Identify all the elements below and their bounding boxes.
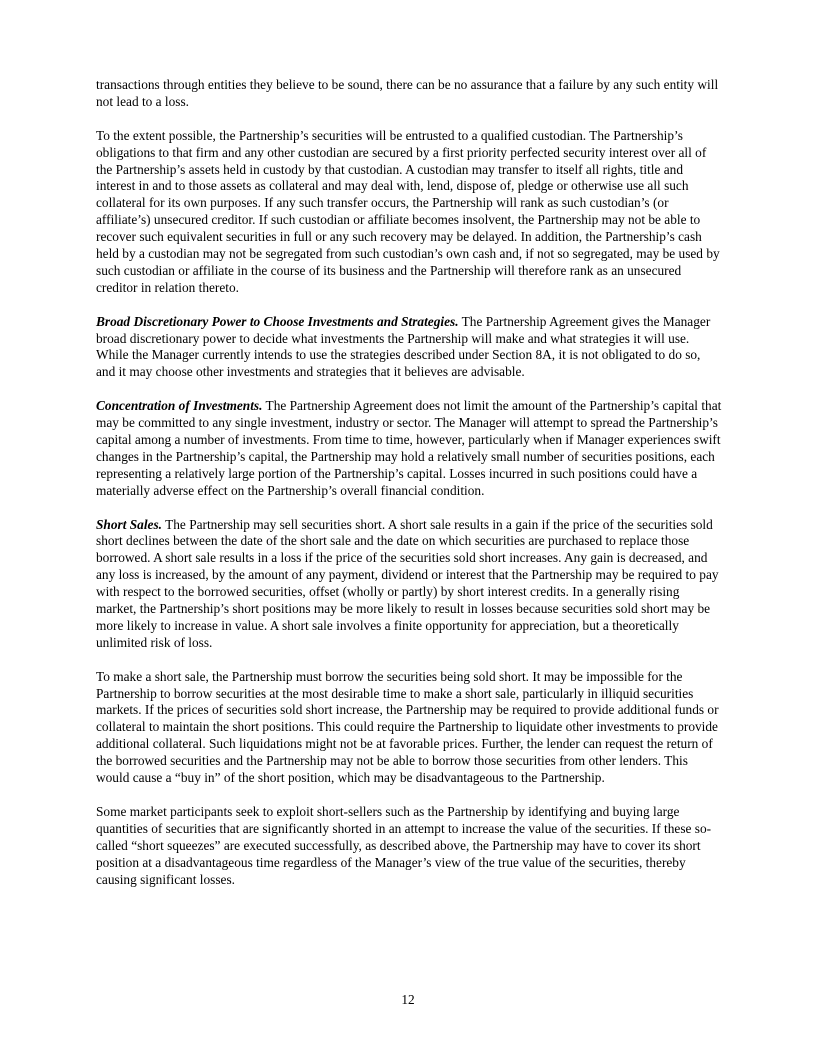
paragraph-text: The Partnership may sell securities short. A short sale results in a gain if the price of the securities sold short declines between the date of the short sale and the date on which securities are purchased to replace those borrowed. A short sale results in a loss if the price of the securities sold short increases. Any gain is decreased, and any loss is increased, by the amount of any payment, dividend or interest that the Partnership may be required to pay with respect to the borrowed securities, offset (wholly or partly) by short interest credits. In a generally rising market, the Partnership’s short positions may be more likely to result in losses because securities sold short may be more likely to increase in value. A short sale involves a finite opportunity for appreciation, but a theoretically unlimited risk of loss. — [96, 516, 719, 650]
section-heading: Concentration of Investments. — [96, 398, 263, 414]
page-number: 12 — [401, 992, 415, 1007]
paragraph-text: The Partnership Agreement does not limit the amount of the Partnership’s capital that may be committed to any single investment, industry or sector. The Manager will attempt to spread the Partnership’s capital among a number of investments. From time to time, however, particularly when if Manager experiences swift changes in the Partnership’s capital, the Partnership may hold a relatively small number of securities positions, each representing a relatively large portion of the Partnership’s capital. Losses incurred in such positions could have a materially adverse effect on the Partnership’s overall financial condition. — [96, 398, 722, 498]
paragraph-short-squeezes — [96, 804, 722, 889]
section-heading: Broad Discretionary Power to Choose Investments and Strategies. — [96, 313, 459, 329]
paragraph-broad-discretionary-power — [96, 314, 722, 382]
paragraph-borrow-securities — [96, 669, 722, 787]
document-page — [96, 77, 722, 888]
paragraph-text: To the extent possible, the Partnership’s securities will be entrusted to a qualified custodian. The Partnership’s obligations to that firm and any other custodian are secured by a first priority perfected security interest over all of the Partnership’s assets held in custody by that custodian. A custodian may transfer to itself all rights, title and interest in and to those assets as collateral and may deal with, lend, dispose of, pledge or otherwise use all such collateral for its own purposes. If any such transfer occurs, the Partnership will rank as such custodian’s (or affiliate’s) unsecured creditor. If such custodian or affiliate becomes insolvent, the Partnership may not be able to recover such equivalent securities in full or any such recovery may be delayed. In addition, the Partnership’s cash held by a custodian may not be segregated from such custodian’s own cash and, if not so segregated, may be used by such custodian or affiliate in the course of its business and the Partnership will therefore rank as an unsecured creditor in relation thereto. — [96, 127, 720, 295]
paragraph-short-sales — [96, 517, 722, 652]
paragraph-concentration-of-investments — [96, 398, 722, 499]
section-heading: Short Sales. — [96, 516, 163, 532]
paragraph-text: Some market participants seek to exploit short-sellers such as the Partnership by identifying and buying large quantities of securities that are significantly shorted in an attempt to increase the value of the securities. If these so-called “short squeezes” are executed successfully, as described above, the Partnership may have to cover its short position at a disadvantageous time regardless of the Manager’s view of the true value of the securities, thereby causing significant losses. — [96, 803, 712, 887]
paragraph-text: The Partnership Agreement gives the Manager broad discretionary power to decide what investments the Partnership will make and what strategies it will use. While the Manager currently intends to use the strategies described under Section 8A, it is not obligated to do so, and it may choose other investments and strategies that it believes are advisable. — [96, 313, 711, 380]
paragraph-custodian — [96, 128, 722, 297]
paragraph-text: To make a short sale, the Partnership must borrow the securities being sold short. It may be impossible for the Partnership to borrow securities at the most desirable time to make a short sale, particularly in illiquid securities markets. If the prices of securities sold short increase, the Partnership may be required to provide additional funds or collateral to maintain the short positions. This could require the Partnership to liquidate other investments to provide additional collateral. Such liquidations might not be at favorable prices. Further, the lender can request the return of the borrowed securities and the Partnership may not be able to borrow those securities from other lenders. This would cause a “buy in” of the short position, which may be disadvantageous to the Partnership. — [96, 668, 719, 786]
paragraph-transactions-continued — [96, 77, 722, 111]
paragraph-text: transactions through entities they believe to be sound, there can be no assurance that a failure by any such entity will not lead to a loss. — [96, 77, 719, 109]
